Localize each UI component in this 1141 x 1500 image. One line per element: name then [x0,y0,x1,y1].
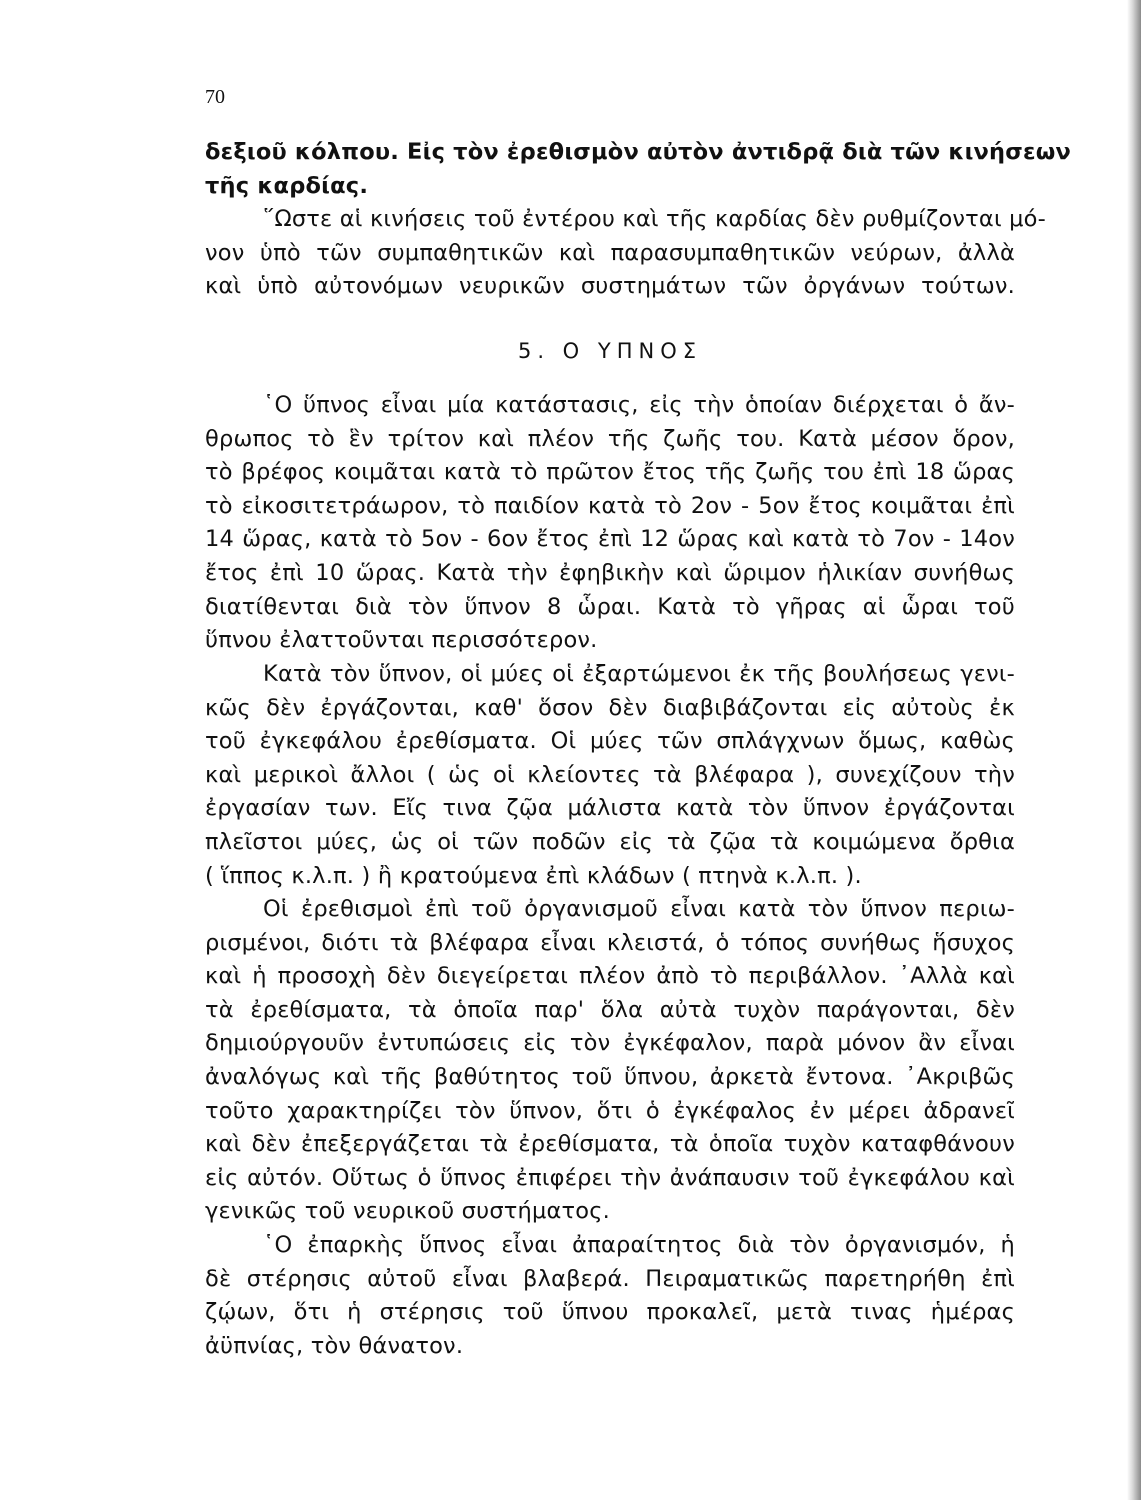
text-line: καὶ δὲν ἐπεξεργάζεται τὰ ἐρεθίσματα, τὰ ὁποῖα τυχὸν καταφθάνουν [205,1131,1015,1158]
text-line: καὶ ἡ προσοχὴ δὲν διεγείρεται πλέον ἀπὸ τὸ περιβάλλον. ᾿Αλλὰ καὶ [205,963,1015,990]
text-line: νον ὑπὸ τῶν συμπαθητικῶν καὶ παρασυμπαθητικῶν νεύρων, ἀλλὰ [205,239,1015,266]
text-line: τὸ βρέφος κοιμᾶται κατὰ τὸ πρῶτον ἔτος τῆς ζωῆς του ἐπὶ 18 ὥρας [205,459,1015,486]
page-edge-shadow [1127,0,1141,1500]
text-line: θρωπος τὸ ἓν τρίτον καὶ πλέον τῆς ζωῆς του. Κατὰ μέσον ὅρον, [205,425,1015,452]
section-heading: 5. Ο ΥΠΝΟΣ [517,339,703,363]
intro-bold-paragraph [205,136,1072,203]
text-line: τὰ ἐρεθίσματα, τὰ ὁποῖα παρ' ὅλα αὐτὰ τυχὸν παράγονται, δὲν [205,996,1015,1023]
text-line: τοῦ ἐγκεφάλου ἐρεθίσματα. Οἱ μύες τῶν σπλάγχνων ὅμως, καθὼς [205,728,1015,755]
intro-paragraph [205,203,1046,304]
paragraph-sleep-duration [205,389,1015,658]
text-line: ἀϋπνίας, τὸν θάνατον. [205,1332,464,1359]
paragraph-sleep-deprivation [205,1229,1015,1363]
text-line: εἰς αὐτόν. Οὕτως ὁ ὕπνος ἐπιφέρει τὴν ἀνάπαυσιν τοῦ ἐγκεφάλου καὶ [205,1164,1015,1191]
text-line: ῾Ο ἐπαρκὴς ὕπνος εἶναι ἀπαραίτητος διὰ τὸν ὀργανισμόν, ἡ [263,1232,1015,1258]
page-number: 70 [205,86,225,108]
text-line: ὕπνου ἐλαττοῦνται περισσότερον. [205,627,598,654]
text-line: καὶ ὑπὸ αὐτονόμων νευρικῶν συστημάτων τῶν ὀργάνων τούτων. [205,273,1015,300]
text-line: γενικῶς τοῦ νευρικοῦ συστήματος. [205,1198,611,1225]
text-line: διατίθενται διὰ τὸν ὕπνον 8 ὧραι. Κατὰ τὸ γῆρας αἱ ὧραι τοῦ [205,593,1015,620]
text-line: κῶς δὲν ἐργάζονται, καθ' ὅσον δὲν διαβιβάζονται εἰς αὐτοὺς ἐκ [205,694,1015,721]
text-line: ζῴων, ὅτι ἡ στέρησις τοῦ ὕπνου προκαλεῖ, μετὰ τινας ἡμέρας [205,1299,1015,1326]
text-line: ἀναλόγως καὶ τῆς βαθύτητος τοῦ ὕπνου, ἀρκετὰ ἔντονα. ᾿Ακριβῶς [205,1063,1015,1090]
text-line: ρισμένοι, διότι τὰ βλέφαρα εἶναι κλειστά, ὁ τόπος συνήθως ἥσυχος [205,929,1015,956]
text-line: πλεῖστοι μύες, ὡς οἱ τῶν ποδῶν εἰς τὰ ζῷα τὰ κοιμώμενα ὄρθια [205,828,1015,855]
text-line: τῆς καρδίας. [205,172,369,199]
paragraph-stimuli-during-sleep [205,893,1015,1229]
text-line: δὲ στέρησις αὐτοῦ εἶναι βλαβερά. Πειραματικῶς παρετηρήθη ἐπὶ [205,1265,1015,1292]
text-line: τὸ εἰκοσιτετράωρον, τὸ παιδίον κατὰ τὸ 2ον - 5ον ἔτος κοιμᾶται ἐπὶ [205,492,1015,519]
text-line: ἐργασίαν των. Εἴς τινα ζῷα μάλιστα κατὰ τὸν ὕπνον ἐργάζονται [205,795,1015,822]
text-line: 14 ὥρας, κατὰ τὸ 5ον - 6ον ἔτος ἐπὶ 12 ὥρας καὶ κατὰ τὸ 7ον - 14ον [205,526,1015,553]
text-line: ῞Ωστε αἱ κινήσεις τοῦ ἐντέρου καὶ τῆς καρδίας δὲν ρυθμίζονται μό- [263,206,1046,232]
text-line: τοῦτο χαρακτηρίζει τὸν ὕπνον, ὅτι ὁ ἐγκέφαλος ἐν μέρει ἀδρανεῖ [205,1097,1015,1124]
text-line: δεξιοῦ κόλπου. Εἰς τὸν ἐρεθισμὸν αὐτὸν ἀντιδρᾷ διὰ τῶν κινήσεων [205,139,1072,165]
text-line: Κατὰ τὸν ὕπνον, οἱ μύες οἱ ἐξαρτώμενοι ἐκ τῆς βουλήσεως γενι- [263,661,1015,687]
text-line: ῾Ο ὕπνος εἶναι μία κατάστασις, εἰς τὴν ὁποίαν διέρχεται ὁ ἄν- [263,392,1015,418]
text-line: Οἱ ἐρεθισμοὶ ἐπὶ τοῦ ὀργανισμοῦ εἶναι κατὰ τὸν ὕπνον περιω- [263,896,1015,922]
paragraph-muscles-during-sleep [205,658,1015,893]
text-line: ἔτος ἐπὶ 10 ὥρας. Κατὰ τὴν ἐφηβικὴν καὶ ὥριμον ἡλικίαν συνήθως [205,559,1015,586]
text-line: δημιούργουῦν ἐντυπώσεις εἰς τὸν ἐγκέφαλον, παρὰ μόνον ἂν εἶναι [205,1030,1015,1057]
text-line: ( ἵππος κ.λ.π. ) ἢ κρατούμενα ἐπὶ κλάδων ( πτηνὰ κ.λ.π. ). [205,862,862,889]
text-line: καὶ μερικοὶ ἄλλοι ( ὡς οἱ κλείοντες τὰ βλέφαρα ), συνεχίζουν τὴν [205,761,1015,788]
